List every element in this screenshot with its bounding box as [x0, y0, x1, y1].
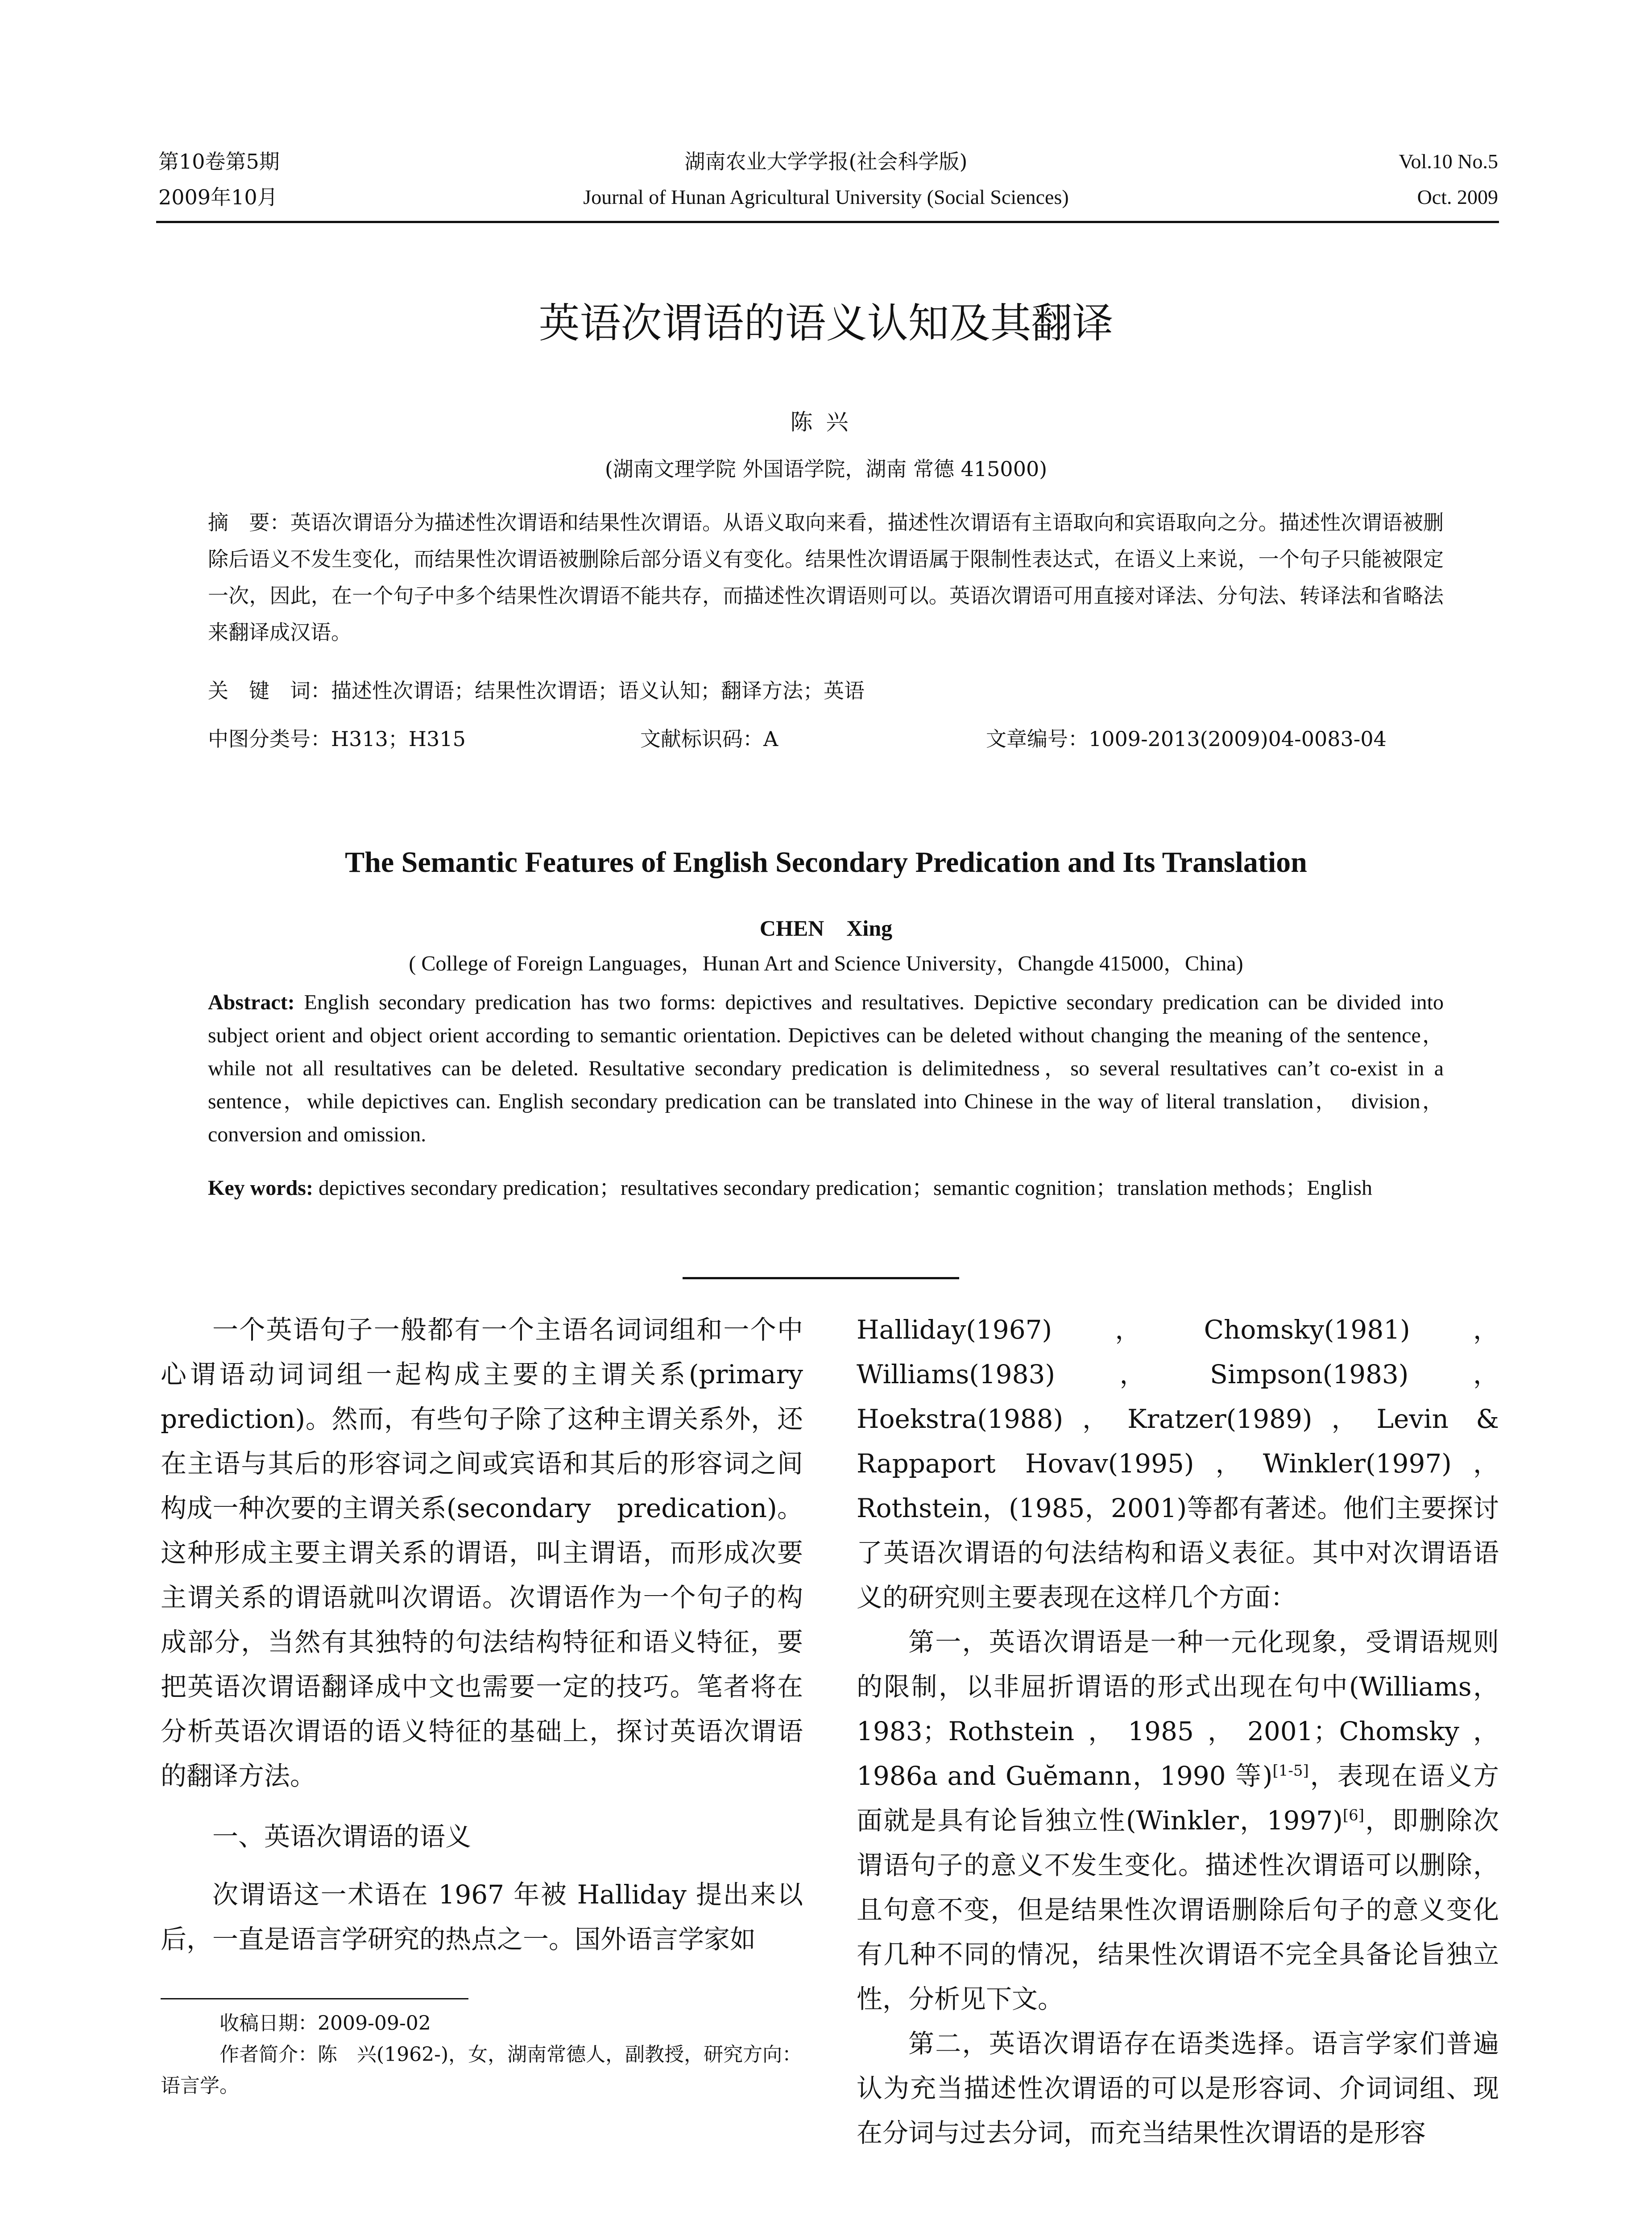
footnote [161, 2008, 812, 2102]
body-paragraph: 一个英语句子一般都有一个主语名词词组和一个中心谓语动词词组一起构成主要的主谓关系(primary prediction)。然而，有些句子除了这种主谓关系外，还在主语与其后的形容词之间或宾语和其后的形容词之间构成一种次要的主谓关系(secondary predication)。这种形成主要主谓关系的谓语，叫主谓语，而形成次要主谓关系的谓语就叫次谓语。次谓语作为一个句子的构成部分，当然有其独特的句法结构特征和语义特征，要把英语次谓语翻译成中文也需要一定的技巧。笔者将在分析英语次谓语的语义特征的基础上，探讨英语次谓语的翻译方法。 [161, 1315, 803, 1791]
section-divider [683, 1277, 959, 1279]
header-date-cn: 2009年10月 [158, 185, 278, 209]
keywords-cn-text: 描述性次谓语；结果性次谓语；语义认知；翻译方法；英语 [331, 679, 865, 703]
footnote-received: 收稿日期：2009-09-02 [219, 2012, 431, 2035]
clc-number [208, 723, 466, 752]
footnote-author-bio: 作者简介：陈 兴(1962-)，女，湖南常德人，副教授，研究方向：语言学。 [161, 2043, 802, 2097]
citation: [6] [1342, 1806, 1365, 1825]
header-date-en: Oct. 2009 [1417, 186, 1498, 208]
header-rule [156, 221, 1499, 223]
body-paragraph [857, 1620, 1499, 2021]
doc-value: A [763, 727, 778, 751]
title-en: The Semantic Features of English Secondary Predication and Its Translation [345, 846, 1307, 879]
header-volume-en: Vol.10 No.5 [1399, 150, 1498, 173]
author-cn: 陈兴 [790, 409, 862, 435]
title-cn: 英语次谓语的语义认知及其翻译 [538, 299, 1114, 347]
keywords-cn-label: 关 键 词： [208, 679, 331, 703]
body-right-column [857, 1307, 1499, 2155]
keywords-cn [208, 675, 865, 704]
affiliation-en: ( College of Foreign Languages，Hunan Art and Science University，Changde 415000，China) [409, 952, 1243, 975]
header-volume-cn: 第10卷第5期 [158, 149, 280, 174]
paragraph-text: ，即删除次谓语句子的意义不发生变化。描述性次谓语可以删除，且句意不变，但是结果性次谓语删除后句子的意义变化有几种不同的情况，结果性次谓语不完全具备论旨独立性，分析见下文。 [857, 1805, 1499, 2014]
paragraph-text: ，表现在语义方面就是具有论旨独立性(Winkler，1997) [857, 1761, 1499, 1836]
author-en: CHEN Xing [759, 916, 893, 941]
header-journal-en: Journal of Hunan Agricultural University (Social Sciences) [583, 186, 1069, 208]
affiliation-cn: (湖南文理学院 外国语学院，湖南 常德 415000) [604, 457, 1048, 481]
paragraph-text: 第一，英语次谓语是一种一元化现象，受谓语规则的限制，以非屈折谓语的形式出现在句中(Williams，1983；Rothstein，1985，2001；Chomsky，1986a and Guĕmann，1990 等) [857, 1627, 1499, 1791]
body-paragraph: 次谓语这一术语在 1967 年被 Halliday 提出来以后，一直是语言学研究的热点之一。国外语言学家如 [161, 1879, 803, 1954]
abstract-cn-label: 摘 要： [208, 510, 290, 535]
abstract-en [208, 986, 1444, 1151]
section-heading: 一、英语次谓语的语义 [212, 1821, 472, 1852]
article-number [986, 723, 1387, 752]
keywords-en-label: Key words: [208, 1176, 313, 1200]
clc-value: H313；H315 [331, 727, 466, 751]
abstract-en-text: English secondary predication has two forms: depictives and resultatives. Depictive secondary predication can be divided into subject orient and object orient according to semantic orientation. Depictives can be deleted without changing the meaning of the sentence，while not all resultatives can be deleted. Resultative secondary predication is delimitedness，so several resultatives can’t co-exist in a sentence，while depictives can. English secondary predication can be translated into Chinese in the way of literal translation， division，conversion and omission. [208, 991, 1444, 1146]
body-paragraph: 第二，英语次谓语存在语类选择。语言学家们普遍认为充当描述性次谓语的可以是形容词、介词词组、现在分词与过去分词，而充当结果性次谓语的是形容 [857, 2028, 1499, 2148]
body-paragraph: Halliday(1967)，Chomsky(1981)，Williams(1983)，Simpson(1983)，Hoekstra(1988)，Kratzer(1989)，Levin & Rappaport Hovav(1995)，Winkler(1997)，Rothstein，(1985，2001)等都有著述。他们主要探讨了英语次谓语的句法结构和语义表征。其中对次谓语语义的研究则主要表现在这样几个方面： [857, 1315, 1499, 1613]
footnote-rule [161, 1998, 468, 1999]
abstract-cn [208, 504, 1444, 651]
body-left-column [161, 1307, 803, 1961]
abstract-en-label: Abstract: [208, 991, 295, 1014]
art-label: 文章编号： [986, 727, 1089, 751]
clc-label: 中图分类号： [208, 727, 331, 751]
document-code [640, 723, 778, 752]
keywords-en-text: depictives secondary predication；resultatives secondary predication；semantic cognition；translation methods；English [318, 1176, 1373, 1200]
citation: [1-5] [1272, 1762, 1309, 1780]
header-journal-cn: 湖南农业大学学报(社会科学版) [684, 149, 968, 174]
abstract-cn-text: 英语次谓语分为描述性次谓语和结果性次谓语。从语义取向来看，描述性次谓语有主语取向和宾语取向之分。描述性次谓语被删除后语义不发生变化，而结果性次谓语被删除后部分语义有变化。结果性次谓语属于限制性表达式，在语义上来说，一个句子只能被限定一次，因此，在一个句子中多个结果性次谓语不能共存，而描述性次谓语则可以。英语次谓语可用直接对译法、分句法、转译法和省略法来翻译成汉语。 [208, 510, 1444, 644]
art-value: 1009-2013(2009)04-0083-04 [1089, 727, 1387, 751]
keywords-en [208, 1169, 1444, 1207]
doc-label: 文献标识码： [640, 727, 763, 751]
